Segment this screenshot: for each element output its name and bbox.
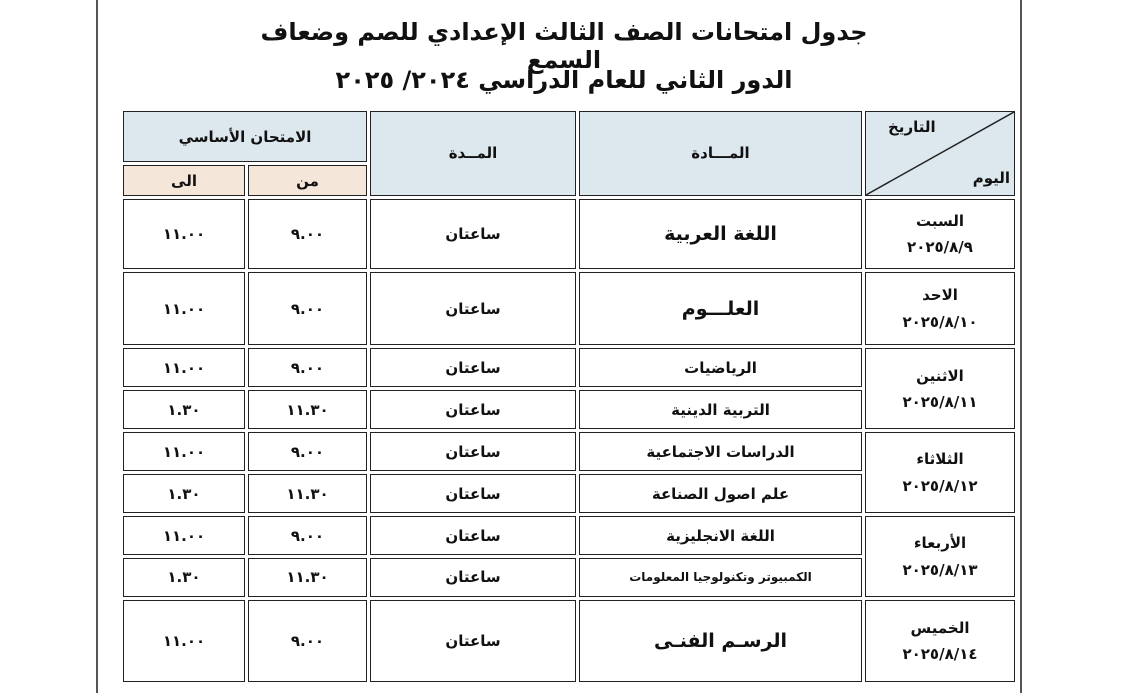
duration-cell: ساعتان	[370, 199, 576, 269]
day-name: الخميس	[910, 618, 970, 637]
subject-cell: علم اصول الصناعة	[579, 474, 862, 513]
header-day-label: اليوم	[972, 168, 1010, 187]
day-name: الاحد	[922, 286, 958, 305]
left-border-line	[96, 0, 98, 693]
duration-cell: ساعتان	[370, 558, 576, 597]
subject-cell: الدراسات الاجتماعية	[579, 432, 862, 471]
exam-schedule-table	[120, 108, 1018, 685]
duration-cell: ساعتان	[370, 474, 576, 513]
day-name: السبت	[915, 211, 965, 230]
time-from-cell: ٩.٠٠	[248, 272, 367, 346]
time-from-cell: ٩.٠٠	[248, 432, 367, 471]
duration-cell: ساعتان	[370, 348, 576, 387]
table-row	[123, 600, 1015, 682]
day-cell	[865, 272, 1015, 346]
time-to-cell: ١١.٠٠	[123, 199, 245, 269]
time-from-cell: ٩.٠٠	[248, 348, 367, 387]
table-row	[123, 516, 1015, 555]
header-date-day-cell	[865, 111, 1015, 196]
day-date: ٢٠٢٥/٨/١٣	[902, 560, 978, 579]
document-title: جدول امتحانات الصف الثالث الإعدادي للصم وضعاف السمع	[260, 18, 868, 74]
time-from-cell: ١١.٣٠	[248, 390, 367, 429]
day-name: الأربعاء	[913, 534, 967, 553]
day-cell	[865, 516, 1015, 597]
time-from-cell: ٩.٠٠	[248, 199, 367, 269]
header-date-label: التاريخ	[888, 118, 936, 136]
day-cell	[865, 199, 1015, 269]
day-date: ٢٠٢٥/٨/٩	[907, 237, 973, 256]
duration-cell: ساعتان	[370, 432, 576, 471]
day-date: ٢٠٢٥/٨/١١	[902, 392, 978, 411]
document-subtitle: الدور الثاني للعام الدراسي ٢٠٢٤/ ٢٠٢٥	[335, 66, 793, 94]
header-basic-exam: الامتحان الأساسي	[123, 111, 367, 162]
header-to: الى	[123, 165, 245, 196]
time-to-cell: ١.٣٠	[123, 390, 245, 429]
subject-cell: العلـــوم	[579, 272, 862, 346]
subject-cell: اللغة الانجليزية	[579, 516, 862, 555]
time-from-cell: ٩.٠٠	[248, 516, 367, 555]
duration-cell: ساعتان	[370, 516, 576, 555]
time-to-cell: ١.٣٠	[123, 558, 245, 597]
time-to-cell: ١١.٠٠	[123, 600, 245, 682]
day-cell	[865, 432, 1015, 513]
table-row	[123, 272, 1015, 346]
day-cell	[865, 348, 1015, 429]
subject-cell: التربية الدينية	[579, 390, 862, 429]
subject-cell: الرسـم الفنـى	[579, 600, 862, 682]
subject-cell: اللغة العربية	[579, 199, 862, 269]
header-duration: المــدة	[370, 111, 576, 196]
day-date: ٢٠٢٥/٨/١٢	[902, 476, 978, 495]
table-row	[123, 432, 1015, 471]
table-row	[123, 348, 1015, 387]
time-to-cell: ١١.٠٠	[123, 348, 245, 387]
time-to-cell: ١١.٠٠	[123, 432, 245, 471]
time-to-cell: ١١.٠٠	[123, 272, 245, 346]
duration-cell: ساعتان	[370, 390, 576, 429]
duration-cell: ساعتان	[370, 272, 576, 346]
duration-cell: ساعتان	[370, 600, 576, 682]
subject-cell: الكمبيوتر وتكنولوجيا المعلومات	[579, 558, 862, 597]
subject-cell: الرياضيات	[579, 348, 862, 387]
day-cell	[865, 600, 1015, 682]
day-date: ٢٠٢٥/٨/١٤	[902, 644, 978, 663]
day-name: الاثنين	[916, 366, 964, 385]
right-border-line	[1020, 0, 1022, 693]
table-row	[123, 199, 1015, 269]
time-to-cell: ١.٣٠	[123, 474, 245, 513]
time-to-cell: ١١.٠٠	[123, 516, 245, 555]
time-from-cell: ١١.٣٠	[248, 474, 367, 513]
header-subject: المـــادة	[579, 111, 862, 196]
day-date: ٢٠٢٥/٨/١٠	[902, 312, 978, 331]
time-from-cell: ١١.٣٠	[248, 558, 367, 597]
time-from-cell: ٩.٠٠	[248, 600, 367, 682]
header-from: من	[248, 165, 367, 196]
day-name: الثلاثاء	[916, 450, 964, 469]
